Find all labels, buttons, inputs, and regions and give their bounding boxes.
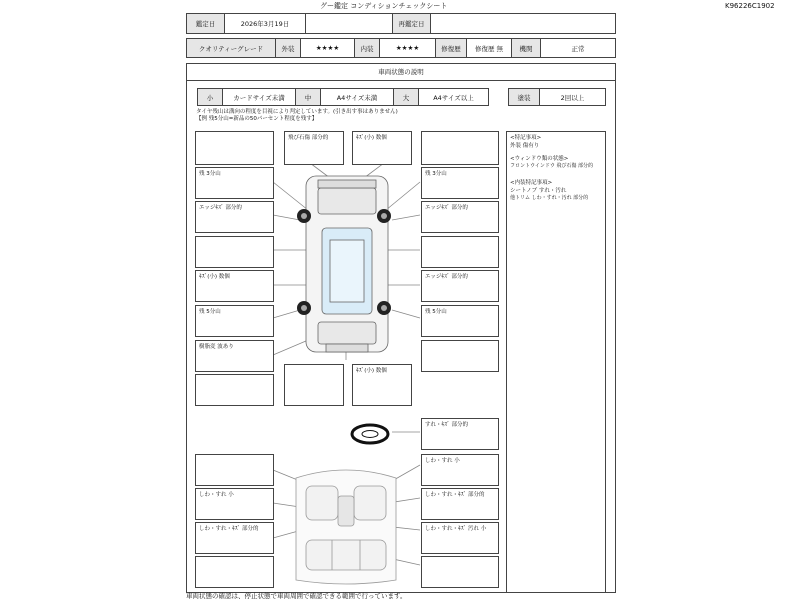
exterior-box-3: ｷｽﾞ(小) 数個 [352,131,412,165]
sheet-title: グー鑑定 コンディションチェックシート [320,2,448,10]
sheet-code: K96226C1902 [725,2,775,10]
exterior-box-18 [284,364,344,406]
remarks-trim: 他トリム しわ・すれ・汚れ 部分的 [510,195,589,201]
interior-box-2 [195,454,274,486]
exterior-box-10 [421,236,499,268]
interior-value: ★★★★ [380,39,436,57]
size-s-desc: カードサイズ未満 [223,89,296,105]
tire-note: タイヤ残山は溝向の程度を目視により判定しています。(引き出す事はありません) [196,109,398,115]
date-value: 2026年3月19日 [225,14,306,33]
section-title: 車両状態の説明 [378,67,424,76]
engine-label: 機関 [512,39,541,57]
quality-label: クオリティーグレード [187,39,276,57]
size-l-label: 大 [394,89,419,105]
reinspect-label: 再鑑定日 [393,14,431,33]
exterior-box-15: 樹脂変 波あり [195,340,274,372]
engine-value: 正常 [571,44,585,53]
interior-box-7: しわ・すれ・ｷｽﾞ 汚れ 小 [421,522,499,554]
remarks-interior-heading: <内装特記事項> [510,180,553,186]
date-label: 鑑定日 [187,14,225,33]
remarks-window: フロントウインドウ 飛び石傷 部分的 [510,163,594,169]
remarks-seat: シートノブ すれ・汚れ [510,188,567,194]
exterior-box-2: 飛び石傷 部分的 [284,131,344,165]
paint-value: 2回以上 [560,93,585,102]
remarks-heading: <特記事項> [510,135,542,141]
exterior-value: ★★★★ [301,39,355,57]
exterior-box-8: エッジｷｽﾞ 部分的 [421,201,499,233]
exterior-box-16 [421,340,499,372]
size-m-label: 中 [296,89,321,105]
exterior-box-9 [195,236,274,268]
exterior-box-1 [195,131,274,165]
tire-example-note: 【例 残5分山=新品の50パーセント程度を残す】 [196,116,318,122]
exterior-box-4 [421,131,499,165]
size-s-label: 小 [198,89,223,105]
repair-label: 修復歴 [436,39,467,57]
interior-label: 内装 [355,39,380,57]
size-l-desc: A4サイズ以上 [433,93,474,102]
exterior-box-19: ｷｽﾞ(小) 数個 [352,364,412,406]
footer-note: 車両状態の確認は、停止状態で車両周囲で確認できる範囲で行っています。 [186,592,407,600]
exterior-box-14: 残 5分山 [421,305,499,337]
paint-label: 塗装 [509,89,540,105]
remarks-window-heading: <ウィンドウ類の状態> [510,156,569,162]
size-m-desc: A4サイズ未満 [321,89,394,105]
exterior-label: 外装 [276,39,301,57]
exterior-box-17 [195,374,274,406]
interior-box-6: しわ・すれ・ｷｽﾞ 部分的 [195,522,274,554]
exterior-box-5: 残 3分山 [195,167,274,199]
interior-box-5: しわ・すれ・ｷｽﾞ 部分的 [421,488,499,520]
repair-value: 修復歴 無 [467,39,512,57]
interior-box-4: しわ・すれ 小 [195,488,274,520]
steering-wheel-icon [352,425,388,443]
exterior-box-13: 残 5分山 [195,305,274,337]
interior-box-8 [195,556,274,588]
interior-box-9 [421,556,499,588]
interior-box-3: しわ・すれ 小 [421,454,499,486]
remarks-exterior: 外装 傷有り [510,143,540,149]
exterior-box-11: ｷｽﾞ(小) 数個 [195,270,274,302]
exterior-box-12: エッジｷｽﾞ 部分的 [421,270,499,302]
exterior-box-7: エッジｷｽﾞ 部分的 [195,201,274,233]
interior-box-1: すれ・ｷｽﾞ 部分的 [421,418,499,450]
exterior-box-6: 残 3分山 [421,167,499,199]
